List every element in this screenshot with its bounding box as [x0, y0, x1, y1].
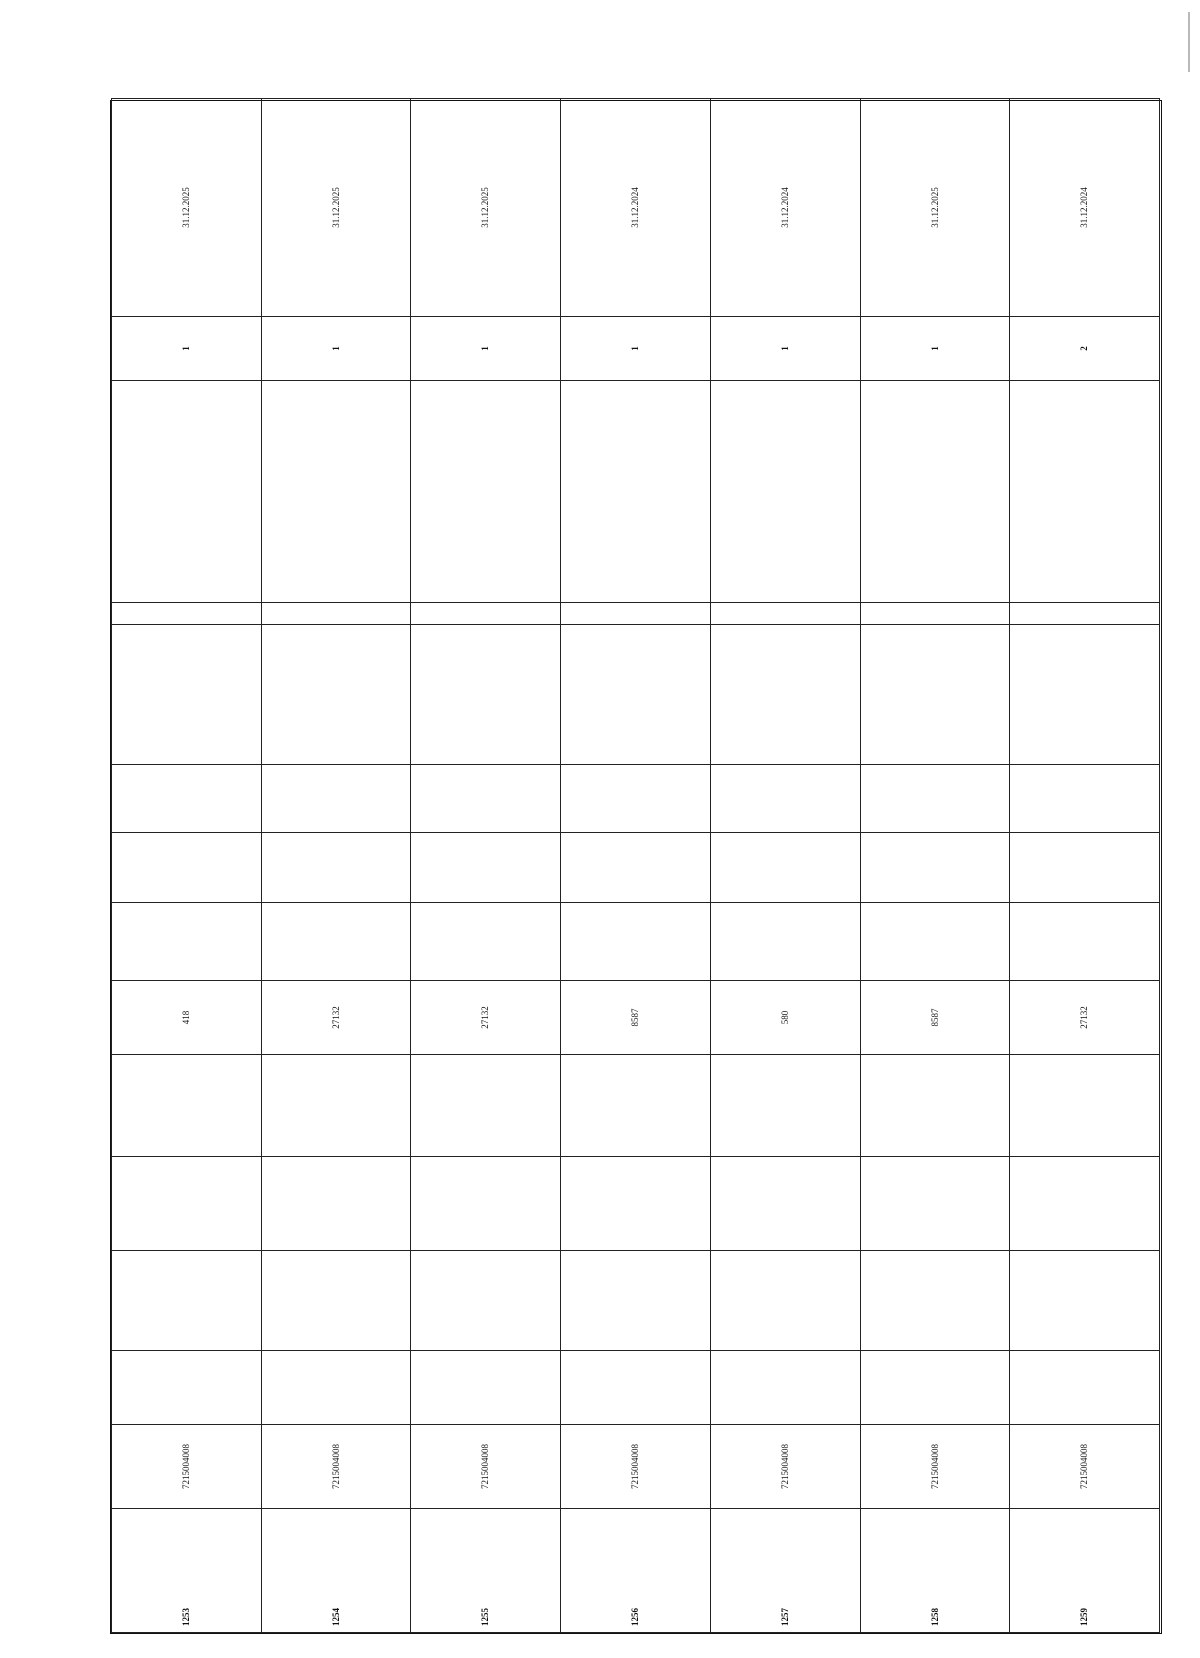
- quantity-cell: 1: [112, 317, 262, 381]
- table-body: [112, 99, 1160, 1633]
- inn-code-cell: 7215004008: [112, 1425, 262, 1509]
- deadline-cell: 31.12.2024: [1010, 99, 1160, 317]
- population-cell: 418: [112, 981, 262, 1055]
- department-cell: [261, 903, 411, 981]
- building-cell: [411, 1251, 561, 1351]
- building-cell: [561, 1251, 711, 1351]
- equipment-cell: [112, 625, 262, 765]
- quantity-cell: 1: [710, 317, 860, 381]
- facility-type-cell: [561, 1351, 711, 1425]
- population-cell: 27132: [1010, 981, 1160, 1055]
- address-cell: [1010, 1157, 1160, 1251]
- row-index: 1257: [779, 1608, 790, 1626]
- legal-basis-cell: [261, 381, 411, 603]
- settlement-cell: [411, 1055, 561, 1157]
- population-cell: 8587: [561, 981, 711, 1055]
- blank-cell: [261, 603, 411, 625]
- building-cell: [860, 1251, 1010, 1351]
- deadline-cell: 31.12.2025: [411, 99, 561, 317]
- department-cell: [561, 903, 711, 981]
- row-index: 1255: [480, 1608, 491, 1626]
- facility-type-cell: [261, 1351, 411, 1425]
- care-mode-cell: [561, 765, 711, 833]
- table-row: [261, 99, 411, 1633]
- care-mode-cell: [261, 765, 411, 833]
- settlement-cell: [1010, 1055, 1160, 1157]
- quantity-cell: 1: [411, 317, 561, 381]
- quantity-cell: 1: [561, 317, 711, 381]
- building-cell: [112, 1251, 262, 1351]
- unit-cell: [261, 833, 411, 903]
- row-index-organization-cell: [860, 1509, 1010, 1633]
- facility-type-cell: [112, 1351, 262, 1425]
- deadline-cell: 31.12.2025: [261, 99, 411, 317]
- equipment-cell: [1010, 625, 1160, 765]
- equipment-cell: [561, 625, 711, 765]
- care-mode-cell: [1010, 765, 1160, 833]
- row-index-organization-cell: [710, 1509, 860, 1633]
- unit-cell: [112, 833, 262, 903]
- legal-basis-cell: [710, 381, 860, 603]
- address-cell: [261, 1157, 411, 1251]
- department-cell: [710, 903, 860, 981]
- settlement-cell: [112, 1055, 262, 1157]
- equipment-cell: [860, 625, 1010, 765]
- blank-cell: [411, 603, 561, 625]
- equipment-table: [111, 98, 1160, 1633]
- row-index: 1254: [330, 1608, 341, 1626]
- row-index-organization-cell: [261, 1509, 411, 1633]
- population-cell: 27132: [261, 981, 411, 1055]
- blank-cell: [1010, 603, 1160, 625]
- unit-cell: [561, 833, 711, 903]
- unit-cell: [411, 833, 561, 903]
- inn-code-cell: 7215004008: [261, 1425, 411, 1509]
- building-cell: [261, 1251, 411, 1351]
- care-mode-cell: [710, 765, 860, 833]
- table-row: [710, 99, 860, 1633]
- inn-code-cell: 7215004008: [1010, 1425, 1160, 1509]
- row-index-organization-cell: [112, 1509, 262, 1633]
- deadline-cell: 31.12.2024: [710, 99, 860, 317]
- row-index-organization-cell: [561, 1509, 711, 1633]
- unit-cell: [860, 833, 1010, 903]
- blank-cell: [561, 603, 711, 625]
- table-row: [1010, 99, 1160, 1633]
- legal-basis-cell: [411, 381, 561, 603]
- legal-basis-cell: [561, 381, 711, 603]
- equipment-cell: [710, 625, 860, 765]
- table-row: [561, 99, 711, 1633]
- table-row: [411, 99, 561, 1633]
- care-mode-cell: [860, 765, 1010, 833]
- deadline-cell: 31.12.2025: [860, 99, 1010, 317]
- settlement-cell: [710, 1055, 860, 1157]
- inn-code-cell: 7215004008: [561, 1425, 711, 1509]
- facility-type-cell: [710, 1351, 860, 1425]
- quantity-cell: 2: [1010, 317, 1160, 381]
- department-cell: [112, 903, 262, 981]
- address-cell: [860, 1157, 1010, 1251]
- equipment-table-rotated: [110, 100, 1162, 1634]
- table-row: [112, 99, 262, 1633]
- deadline-cell: 31.12.2024: [561, 99, 711, 317]
- row-index: 1259: [1079, 1608, 1090, 1626]
- building-cell: [1010, 1251, 1160, 1351]
- row-index-organization-cell: [411, 1509, 561, 1633]
- legal-basis-cell: [860, 381, 1010, 603]
- legal-basis-cell: [1010, 381, 1160, 603]
- settlement-cell: [261, 1055, 411, 1157]
- blank-cell: [710, 603, 860, 625]
- population-cell: 580: [710, 981, 860, 1055]
- facility-type-cell: [1010, 1351, 1160, 1425]
- row-index: 1256: [630, 1608, 641, 1626]
- scanned-sheet: [110, 100, 1162, 1634]
- unit-cell: [710, 833, 860, 903]
- facility-type-cell: [411, 1351, 561, 1425]
- care-mode-cell: [112, 765, 262, 833]
- row-index-organization-cell: [1010, 1509, 1160, 1633]
- building-cell: [710, 1251, 860, 1351]
- care-mode-cell: [411, 765, 561, 833]
- settlement-cell: [860, 1055, 1010, 1157]
- department-cell: [860, 903, 1010, 981]
- population-cell: 8587: [860, 981, 1010, 1055]
- address-cell: [112, 1157, 262, 1251]
- table-row: [860, 99, 1010, 1633]
- unit-cell: [1010, 833, 1160, 903]
- quantity-cell: 1: [860, 317, 1010, 381]
- deadline-cell: 31.12.2025: [112, 99, 262, 317]
- address-cell: [411, 1157, 561, 1251]
- legal-basis-cell: [112, 381, 262, 603]
- quantity-cell: 1: [261, 317, 411, 381]
- equipment-cell: [411, 625, 561, 765]
- inn-code-cell: 7215004008: [411, 1425, 561, 1509]
- settlement-cell: [561, 1055, 711, 1157]
- blank-cell: [860, 603, 1010, 625]
- department-cell: [1010, 903, 1160, 981]
- row-index: 1258: [929, 1608, 940, 1626]
- row-index: 1253: [181, 1608, 192, 1626]
- inn-code-cell: 7215004008: [860, 1425, 1010, 1509]
- address-cell: [561, 1157, 711, 1251]
- inn-code-cell: 7215004008: [710, 1425, 860, 1509]
- population-cell: 27132: [411, 981, 561, 1055]
- page-edge-mark: [1188, 12, 1190, 72]
- department-cell: [411, 903, 561, 981]
- facility-type-cell: [860, 1351, 1010, 1425]
- address-cell: [710, 1157, 860, 1251]
- equipment-cell: [261, 625, 411, 765]
- blank-cell: [112, 603, 262, 625]
